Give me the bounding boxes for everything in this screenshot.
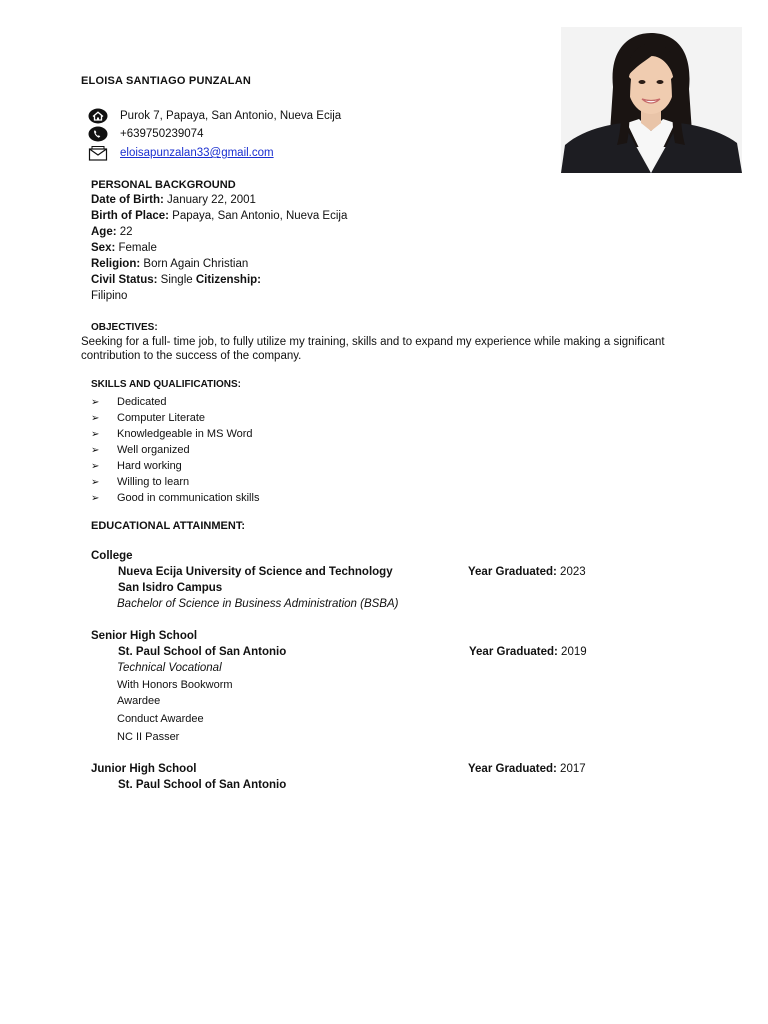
college-year: 2023	[560, 566, 586, 578]
arrow-bullet-icon: ➢	[91, 460, 100, 472]
phone-icon	[87, 125, 109, 143]
civil-status-value: Single	[160, 274, 193, 286]
sex-label: Sex:	[91, 242, 116, 254]
college-year-line	[468, 566, 586, 578]
civil-status-line	[91, 274, 261, 286]
address-text: Purok 7, Papaya, San Antonio, Nueva Ecija	[120, 110, 342, 122]
arrow-bullet-icon: ➢	[91, 412, 100, 424]
jhs-school: St. Paul School of San Antonio	[118, 779, 287, 791]
religion-line	[91, 258, 248, 270]
education-title: EDUCATIONAL ATTAINMENT:	[91, 520, 245, 532]
home-icon	[87, 107, 109, 125]
age-line	[91, 226, 133, 238]
shs-school: St. Paul School of San Antonio	[118, 646, 287, 658]
religion-value: Born Again Christian	[143, 258, 249, 270]
shs-strand: Technical Vocational	[117, 662, 222, 674]
college-school: Nueva Ecija University of Science and Technology	[118, 566, 393, 578]
email-row	[87, 144, 274, 162]
skill-text: Knowledgeable in MS Word	[117, 428, 253, 440]
pob-value: Papaya, San Antonio, Nueva Ecija	[172, 210, 348, 222]
address-row	[87, 107, 341, 125]
list-item	[91, 458, 182, 474]
list-item	[91, 474, 189, 490]
list-item	[91, 426, 253, 442]
list-item	[91, 410, 205, 426]
phone-row	[87, 125, 203, 143]
skills-title: SKILLS AND QUALIFICATIONS:	[91, 379, 241, 390]
arrow-bullet-icon: ➢	[91, 492, 100, 504]
age-value: 22	[119, 226, 133, 238]
skill-text: Hard working	[117, 460, 182, 472]
jhs-level: Junior High School	[91, 763, 197, 775]
civil-status-label: Civil Status:	[91, 274, 158, 286]
shs-year-line	[469, 646, 587, 658]
skill-text: Well organized	[117, 444, 190, 456]
email-link[interactable]: eloisapunzalan33@gmail.com	[120, 147, 274, 159]
phone-text: +639750239074	[120, 128, 204, 140]
shs-award-1: With Honors Bookworm	[117, 679, 233, 691]
list-item	[91, 442, 190, 458]
citizenship-label: Citizenship:	[195, 274, 262, 286]
profile-photo	[561, 27, 742, 173]
list-item	[91, 394, 167, 410]
arrow-bullet-icon: ➢	[91, 396, 100, 408]
email-icon	[87, 144, 109, 162]
personal-background-title: PERSONAL BACKGROUND	[91, 179, 236, 191]
college-course: Bachelor of Science in Business Administration (BSBA)	[117, 598, 399, 610]
pob-line	[91, 210, 347, 222]
college-campus: San Isidro Campus	[118, 582, 223, 594]
objectives-title: OBJECTIVES:	[91, 322, 158, 333]
citizenship-value: Filipino	[91, 290, 128, 302]
dob-line	[91, 194, 256, 206]
objectives-text: Seeking for a full- time job, to fully utilize my training, skills and to expand my experience while making a significant contribution to the success of the company.	[81, 336, 665, 362]
year-graduated-label: Year Graduated:	[469, 646, 558, 658]
skill-text: Dedicated	[117, 396, 167, 408]
shs-level: Senior High School	[91, 630, 198, 642]
jhs-year: 2017	[560, 763, 586, 775]
sex-line	[91, 242, 157, 254]
religion-label: Religion:	[91, 258, 141, 270]
skill-text: Good in communication skills	[117, 492, 260, 504]
skill-text: Willing to learn	[117, 476, 190, 488]
arrow-bullet-icon: ➢	[91, 444, 100, 456]
arrow-bullet-icon: ➢	[91, 476, 100, 488]
jhs-year-line	[468, 763, 586, 775]
applicant-name: ELOISA SANTIAGO PUNZALAN	[81, 75, 252, 87]
list-item	[91, 490, 259, 506]
shs-award-4: NC II Passer	[117, 731, 180, 743]
shs-award-2: Awardee	[117, 695, 161, 707]
shs-year: 2019	[561, 646, 587, 658]
year-graduated-label: Year Graduated:	[468, 763, 557, 775]
pob-label: Birth of Place:	[91, 210, 169, 222]
age-label: Age:	[91, 226, 117, 238]
year-graduated-label: Year Graduated:	[468, 566, 557, 578]
sex-value: Female	[118, 242, 157, 254]
shs-award-3: Conduct Awardee	[117, 713, 204, 725]
skill-text: Computer Literate	[117, 412, 206, 424]
dob-label: Date of Birth:	[91, 194, 164, 206]
college-level: College	[91, 550, 133, 562]
dob-value: January 22, 2001	[167, 194, 256, 206]
arrow-bullet-icon: ➢	[91, 428, 100, 440]
